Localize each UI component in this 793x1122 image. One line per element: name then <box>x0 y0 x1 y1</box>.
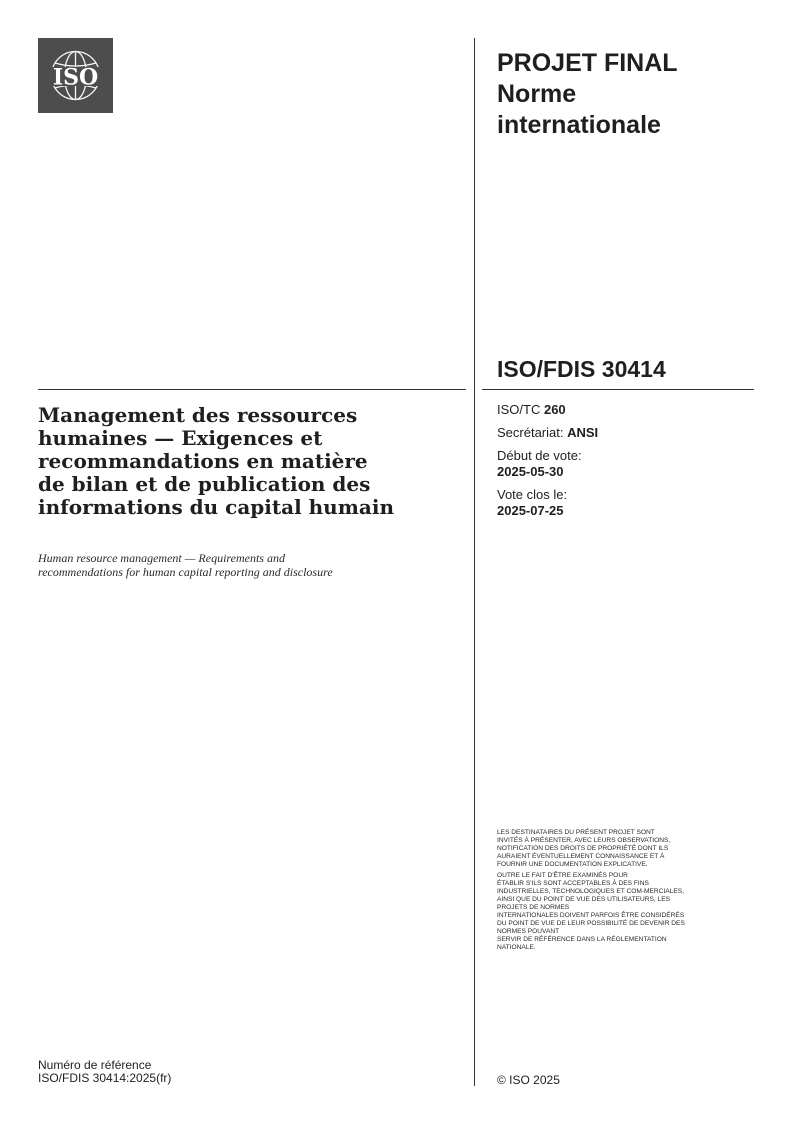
vertical-divider <box>474 38 475 1086</box>
title-fr-line: recommandations en matière <box>38 449 368 473</box>
notice-line: SERVIR DE RÉFÉRENCE DANS LA RÉGLEMENTATION <box>497 936 667 943</box>
secretariat-label: Secrétariat: <box>497 425 564 440</box>
draft-notice <box>497 829 755 955</box>
title-fr-line: humaines — Exigences et <box>38 426 323 450</box>
notice-line: DU POINT DE VUE DE LEUR POSSIBILITÉ DE DEVENIR DES <box>497 920 685 927</box>
committee-value: 260 <box>543 402 566 417</box>
notice-line: INDUSTRIELLES, TECHNOLOGIQUES ET COM-MERCIALES, <box>497 888 684 895</box>
title-fr-line: de bilan et de publication des <box>38 472 371 496</box>
committee-row <box>497 402 757 418</box>
reference-number <box>38 1059 171 1085</box>
left-horizontal-rule <box>38 389 466 390</box>
vote-start-label: Début de vote: <box>497 448 582 463</box>
vote-start-row <box>497 448 757 480</box>
notice-line: NOTIFICATION DES DROITS DE PROPRIÉTÉ DONT ILS <box>497 845 669 852</box>
project-heading-line: internationale <box>497 111 661 139</box>
project-heading <box>497 48 757 141</box>
notice-line: INVITÉS À PRÉSENTER, AVEC LEURS OBSERVATIONS, <box>497 837 671 844</box>
right-horizontal-rule <box>482 389 754 390</box>
title-fr-line: informations du capital humain <box>38 495 394 519</box>
standard-number: ISO/FDIS 30414 <box>497 356 666 382</box>
vote-end-row <box>497 487 757 519</box>
notice-line: LES DESTINATAIRES DU PRÉSENT PROJET SONT <box>497 829 655 836</box>
project-heading-line: Norme <box>497 80 577 108</box>
document-meta <box>497 402 757 526</box>
notice-line: AINSI QUE DU POINT DE VUE DES UTILISATEURS, LES <box>497 896 671 903</box>
notice-paragraph-1 <box>497 829 755 869</box>
title-en-line: Human resource management — Requirements and <box>38 551 285 565</box>
copyright-notice: © ISO 2025 <box>497 1073 560 1087</box>
document-title-en <box>38 551 458 579</box>
secretariat-row <box>497 425 757 441</box>
notice-line: ÉTABLIR S'ILS SONT ACCEPTABLES À DES FINS <box>497 880 649 887</box>
iso-logo-text: ISO <box>52 64 99 91</box>
iso-logo <box>38 38 113 113</box>
reference-label: Numéro de référence <box>38 1058 152 1072</box>
secretariat-value: ANSI <box>567 425 599 440</box>
committee-label: ISO/TC <box>497 402 541 417</box>
title-fr-line: Management des ressources <box>38 403 358 427</box>
notice-line: NORMES POUVANT <box>497 928 560 935</box>
notice-line: AURAIENT ÉVENTUELLEMENT CONNAISSANCE ET À <box>497 853 665 860</box>
reference-value: ISO/FDIS 30414:2025(fr) <box>38 1071 172 1085</box>
title-en-line: recommendations for human capital reporting and disclosure <box>38 565 333 579</box>
document-title-fr <box>38 404 458 519</box>
notice-line: NATIONALE. <box>497 944 536 951</box>
project-heading-line: PROJET FINAL <box>497 49 678 77</box>
notice-line: OUTRE LE FAIT D'ÊTRE EXAMINÉS POUR <box>497 872 628 879</box>
vote-end-date: 2025-07-25 <box>497 503 564 518</box>
vote-end-label: Vote clos le: <box>497 487 568 502</box>
notice-line: INTERNATIONALES DOIVENT PARFOIS ÊTRE CONSIDÉRÉS <box>497 912 685 919</box>
notice-line: FOURNIR UNE DOCUMENTATION EXPLICATIVE. <box>497 861 648 868</box>
notice-paragraph-2 <box>497 872 755 952</box>
notice-line: PROJETS DE NORMES <box>497 904 570 911</box>
vote-start-date: 2025-05-30 <box>497 464 564 479</box>
